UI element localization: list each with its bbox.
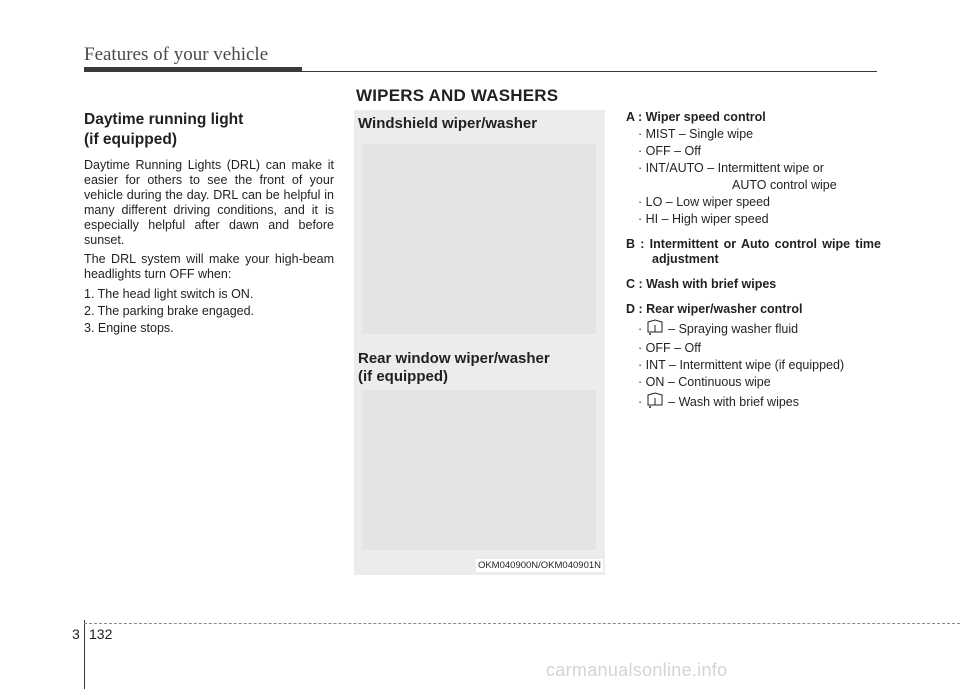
- legend-group-d: [626, 302, 881, 412]
- section-title: WIPERS AND WASHERS: [356, 86, 559, 105]
- wiper-figure: [354, 110, 605, 575]
- header-rule-thin: [300, 71, 877, 72]
- legend-d-spray-text: – Spraying washer fluid: [668, 321, 799, 336]
- legend-a-item: · HI – High wiper speed: [638, 212, 769, 226]
- legend-a-item: · MIST – Single wipe: [638, 127, 754, 141]
- legend-d-heading: D : Rear wiper/washer control: [626, 302, 803, 316]
- legend-a-heading: A : Wiper speed control: [626, 110, 766, 124]
- legend-d-wash-text: – Wash with brief wipes: [668, 394, 800, 409]
- legend-d-item-spray: [626, 319, 881, 339]
- drl-paragraph-1: Daytime Running Lights (DRL) can make it easier for others to see the front of your vehicle during the day. DRL can be helpful in many different driving conditions, and it is especially helpful after dawn and before sunset.: [84, 158, 334, 247]
- drl-conditions-list: [84, 286, 334, 337]
- wiper-legend: [626, 110, 881, 422]
- figure-label-rear-line2: (if equipped): [358, 368, 448, 385]
- list-item: 2. The parking brake engaged.: [84, 304, 255, 318]
- legend-d-item: · ON – Continuous wipe: [638, 375, 771, 389]
- drl-heading-line1: Daytime running light: [84, 111, 244, 128]
- drl-heading: [84, 110, 334, 150]
- header-rule-thick: [84, 67, 302, 72]
- windshield-wiper-illustration: [362, 144, 596, 334]
- page-chapter: 3: [72, 626, 80, 642]
- figure-code: OKM040900N/OKM040901N: [477, 560, 601, 571]
- legend-d-item: · OFF – Off: [638, 341, 701, 355]
- legend-a-item: · OFF – Off: [638, 144, 701, 158]
- drl-section: [84, 110, 334, 337]
- drl-paragraph-2: The DRL system will make your high-beam headlights turn OFF when:: [84, 252, 334, 281]
- drl-heading-line2: (if equipped): [84, 131, 177, 148]
- watermark: carmanualsonline.info: [546, 660, 728, 680]
- header-title: Features of your vehicle: [84, 44, 269, 65]
- legend-c-heading: C : Wash with brief wipes: [626, 277, 777, 291]
- bullet: ·: [638, 321, 643, 336]
- figure-label-rear: [358, 350, 550, 386]
- bullet: ·: [638, 394, 643, 409]
- footer-vertical-rule: [84, 620, 85, 689]
- list-item: 3. Engine stops.: [84, 321, 174, 335]
- footer-dashed-rule: [84, 623, 960, 624]
- legend-group-b: [626, 237, 881, 267]
- legend-group-c: [626, 277, 881, 292]
- washer-spray-icon: [646, 319, 664, 339]
- figure-label-windshield: Windshield wiper/washer: [358, 115, 538, 132]
- legend-a-item: · LO – Low wiper speed: [638, 195, 771, 209]
- legend-group-a: [626, 110, 881, 227]
- legend-a-item: · INT/AUTO – Intermittent wipe or: [638, 161, 824, 175]
- legend-d-item-wash: [626, 392, 881, 412]
- legend-d-item: · INT – Intermittent wipe (if equipped): [638, 358, 845, 372]
- legend-a-item-cont-row: [626, 178, 881, 193]
- legend-b-heading: B : Intermittent or Auto control wipe time adjustment: [626, 237, 881, 266]
- washer-wipe-icon: [646, 392, 664, 412]
- list-item: 1. The head light switch is ON.: [84, 287, 254, 301]
- legend-a-item-cont: AUTO control wipe: [732, 178, 837, 192]
- figure-label-rear-line1: Rear window wiper/washer: [358, 350, 550, 367]
- rear-wiper-illustration: [362, 390, 596, 550]
- page-number: 132: [89, 626, 113, 642]
